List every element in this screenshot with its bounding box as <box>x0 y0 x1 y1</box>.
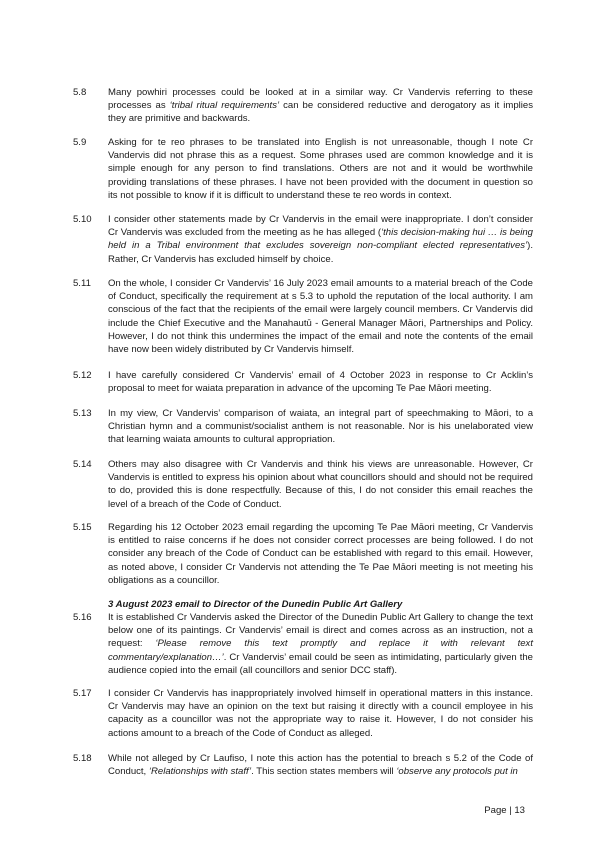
paragraph-text: I consider Cr Vandervis has inappropriately involved himself in operational matters in this instance. Cr Vandervis may have an opinion on the text but raising it directly with a council employee in his capacity as a councillor was not the appropriate way to raise it. However, I do not consider his actions amount to a breach of the Code of Conduct as alleged. <box>108 688 533 739</box>
page-number: Page | 13 <box>484 805 525 816</box>
paragraph-number: 5.10 <box>73 214 92 225</box>
paragraph-number: 5.12 <box>73 370 92 381</box>
paragraph-text: Others may also disagree with Cr Vandervis and think his views are unreasonable. However, Cr Vandervis is entitled to express his opinion about what councillors should and should not be required to do, provided this is done respectfully. Because of this, I do not consider this email reaches the level of a breach of the Code of Conduct. <box>108 459 533 510</box>
paragraph-text: While not alleged by Cr Laufiso, I note this action has the potential to breach s 5.2 of the Code of Conduct, ‘Relationships with staff’. This section states members will ‘observe any protocols put in <box>108 753 533 778</box>
paragraph-number: 5.16 <box>73 612 92 623</box>
paragraph-number: 5.9 <box>73 137 87 148</box>
paragraph-number: 5.18 <box>73 753 92 764</box>
paragraph-number: 5.17 <box>73 688 92 699</box>
paragraph-text: Asking for te reo phrases to be translated into English is not unreasonable, though I note Cr Vandervis did not phrase this as a request. Some phrases used are common knowledge and it is simple enough for any person to find translations. Others are not and it would be worthwhile providing translations of these phrases. I have not been provided with the document in question so its not possible to know if it is difficult to understand these te reo words in context. <box>108 137 533 201</box>
paragraph-number: 5.14 <box>73 459 92 470</box>
paragraph-text: In my view, Cr Vandervis’ comparison of waiata, an integral part of speechmaking to Māori, to a Christian hymn and a communist/socialist anthem is not reasonable. Nor is his unelaborated view that learning waiata amounts to cultural appropriation. <box>108 408 533 446</box>
paragraph-number: 5.13 <box>73 408 92 419</box>
paragraph-text: Many powhiri processes could be looked at in a similar way. Cr Vandervis referring to these processes as ‘tribal ritual requirements’ can be considered reductive and derogatory as it implies they are primitive and backwards. <box>108 87 533 125</box>
section-heading: 3 August 2023 email to Director of the Dunedin Public Art Gallery <box>108 599 403 610</box>
paragraph-text: I have carefully considered Cr Vandervis’ email of 4 October 2023 in response to Cr Acklin’s proposal to meet for waiata preparation in advance of the upcoming Te Pae Māori meeting. <box>108 370 533 395</box>
paragraph-text: It is established Cr Vandervis asked the Director of the Dunedin Public Art Gallery to change the text below one of its paintings. Cr Vandervis’ email is direct and comes across as an instruction, not a request: ‘Please remove this text promptly and replace it with relevant text commentary/explanation…’. Cr Vandervis’ email could be seen as intimidating, particularly given the audience copied into the email (all councillors and senior DCC staff). <box>108 612 533 676</box>
paragraph-text: I consider other statements made by Cr Vandervis in the email were inappropriate. I don’t consider Cr Vandervis was excluded from the meeting as he has alleged (‘this decision-making hui … is being held in a Tribal environment that excludes sovereign non-compliant elected representatives’). Rather, Cr Vandervis has excluded himself by choice. <box>108 214 533 265</box>
paragraph-number: 5.8 <box>73 87 87 98</box>
paragraph-text: Regarding his 12 October 2023 email regarding the upcoming Te Pae Māori meeting, Cr Vandervis is entitled to raise concerns if he does not consider correct processes are being followed. I do not consider any breach of the Code of Conduct can be established with regard to this email. However, as noted above, I consider Cr Vandervis not attending the Te Pae Māori meeting is not meeting his obligations as a councillor. <box>108 522 533 586</box>
paragraph-text: On the whole, I consider Cr Vandervis’ 16 July 2023 email amounts to a material breach of the Code of Conduct, specifically the requirement at s 5.3 to uphold the reputation of the local authority. I am conscious of the fact that the recipients of the email were largely council members. Cr Vandervis did include the Chief Executive and the Manahautū - General Manager Māori, Partnerships and Policy. However, I do not think this undermines the impact of the email and note the contents of the email have now been widely distributed by Cr Vandervis himself. <box>108 278 533 356</box>
paragraph-number: 5.11 <box>73 278 91 289</box>
paragraph-number: 5.15 <box>73 522 92 533</box>
